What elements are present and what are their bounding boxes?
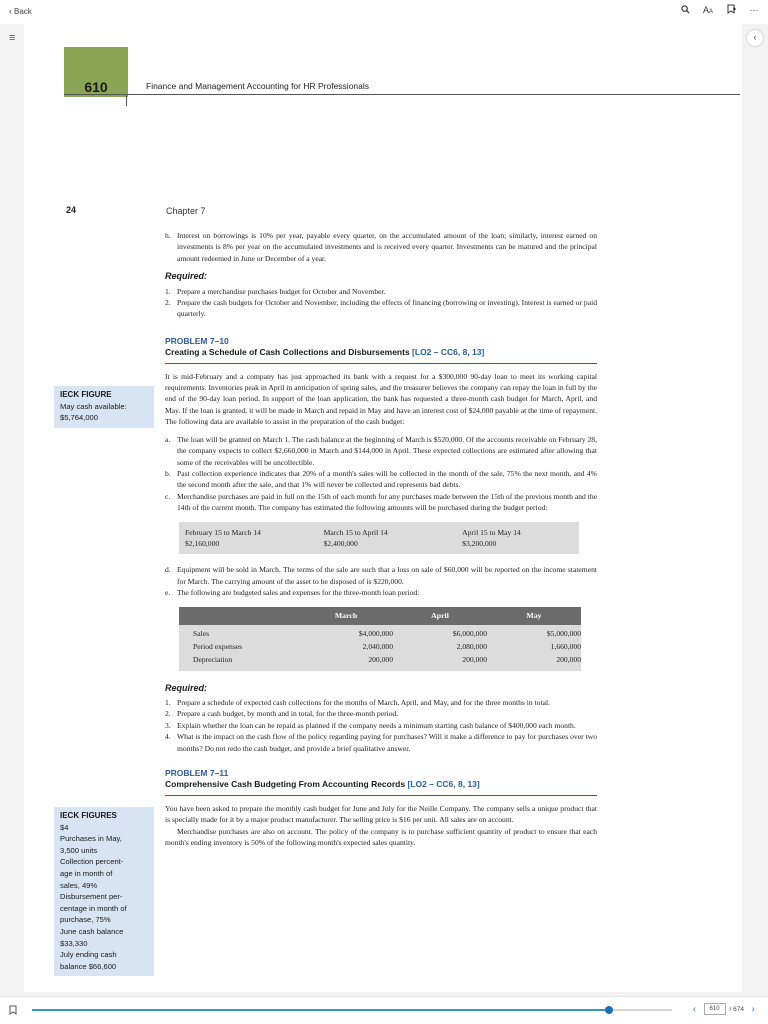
period-cell <box>462 527 573 550</box>
check-figure-line: Purchases in May, <box>60 834 122 844</box>
problem-title-text: Creating a Schedule of Cash Collections and Disbursements <box>165 347 410 358</box>
column-header: May <box>526 610 542 620</box>
list-text: Interest on borrowings is 10% per year, payable every quarter, on the accumulated amount of the loan; similarly, interest earned on investments is 8% per year on the accumulated investments and is received every quarter. Investments can be matured and the principal amount redeemed in June or December of a year. <box>177 231 597 263</box>
problem-underline <box>165 795 597 796</box>
list-marker: 1. <box>165 697 171 707</box>
check-figure-line: June cash balance <box>60 926 124 936</box>
period-label: February 15 to March 14 <box>185 527 261 537</box>
cell: 2,080,000 <box>456 642 487 652</box>
period-cell <box>185 527 324 550</box>
list-item <box>165 230 597 264</box>
check-figure-line: age in month of <box>60 868 113 878</box>
current-page-input[interactable]: 610 <box>704 1003 726 1015</box>
list-item <box>165 434 597 468</box>
header-rule <box>64 94 740 95</box>
list-item <box>165 708 597 719</box>
list-marker: 2. <box>165 709 171 719</box>
list-text: Prepare a schedule of expected cash collections for the months of March, April, and May, and for the three months in total. <box>177 697 550 707</box>
row-label: Sales <box>193 629 210 639</box>
check-figure-box <box>54 386 154 428</box>
check-figure-line: Collection percent- <box>60 857 124 867</box>
progress-fill <box>32 1009 609 1011</box>
period-value: $2,400,000 <box>323 538 358 548</box>
check-figure-line: $4 <box>60 822 69 832</box>
period-value: $2,160,000 <box>185 538 220 548</box>
check-figure-line: Disbursement per- <box>60 892 123 902</box>
header-rule-tick <box>126 94 127 106</box>
list-item <box>165 587 597 598</box>
chevron-left-icon: ‹ <box>9 6 12 16</box>
list-text: Prepare the cash budgets for October and November, including the effects of financing (borrowing or investing). Interest is earned or paid quarterly. <box>177 298 597 319</box>
list-text: Past collection experience indicates that 20% of a month's sales will be collected in the month of the sale, 75% the next month, and 4% the second month after the sale, and that 1% will never be collected and represents bad debts. <box>177 468 597 490</box>
check-figure-line: purchase, 75% <box>60 915 111 925</box>
required-heading: Required: <box>165 682 208 693</box>
menu-icon[interactable]: ≡ <box>9 32 16 44</box>
period-label: March 15 to April 14 <box>323 527 388 537</box>
list-marker: 2. <box>165 298 171 308</box>
period-label: April 15 to May 14 <box>462 527 521 537</box>
collapse-panel-button[interactable] <box>747 30 763 46</box>
cell: $5,000,000 <box>546 629 581 639</box>
list-item <box>165 564 597 587</box>
problem-number: PROBLEM 7–11 <box>165 768 229 778</box>
back-button[interactable] <box>9 6 32 16</box>
list-text: Explain whether the loan can be repaid as planned if the company needs a minimum starting cash balance of $400,000 each month. <box>177 720 576 730</box>
book-page <box>24 24 742 992</box>
table-row <box>179 654 581 667</box>
list-item <box>165 297 597 320</box>
progress-handle[interactable] <box>605 1006 613 1014</box>
cell: $4,000,000 <box>358 629 393 639</box>
total-pages: / 674 <box>729 1005 744 1013</box>
table-row <box>179 641 581 654</box>
cell: 200,000 <box>462 655 487 665</box>
next-page-button[interactable]: › <box>751 1003 755 1015</box>
table-body <box>179 625 581 671</box>
check-figure-line: July ending cash <box>60 950 117 960</box>
page-body <box>165 230 597 848</box>
list-item <box>165 468 597 491</box>
check-figure-line: $33,330 <box>60 938 88 948</box>
list-item <box>165 720 597 731</box>
row-label: Depreciation <box>193 655 233 665</box>
chevron-left-icon: ‹ <box>753 32 757 42</box>
table-header <box>179 607 581 625</box>
text-size-icon[interactable]: AA <box>702 5 714 15</box>
cell: 200,000 <box>368 655 393 665</box>
problem-title-text: Comprehensive Cash Budgeting From Accounting Records <box>165 779 406 790</box>
purchase-periods-table <box>179 522 579 555</box>
list-text: The following are budgeted sales and expenses for the three-month loan period: <box>177 588 420 598</box>
list-marker: 4. <box>165 732 171 742</box>
budget-table <box>179 607 581 671</box>
list-item <box>165 697 597 708</box>
check-figure-line: May cash available: <box>60 401 127 411</box>
list-marker: 1. <box>165 286 171 296</box>
problem-underline <box>165 363 597 364</box>
cell: 200,000 <box>556 655 581 665</box>
inner-page-number: 24 <box>66 205 77 215</box>
problem-paragraph: Merchandise purchases are also on account. The policy of the company is to purchase sufficient quantity of product to ensure that each month's ending inventory is 50% of the following month's expected sales quantity. <box>165 826 597 848</box>
problem-intro: It is mid-February and a company has just approached its bank with a request for a $300,000 90-day loan to meet its working capital requirements. Inventories peak in April in anticipation of spring sales, and the treasurer believes the company can repay the loan in full by the end of the 90-day loan period. In support of the loan application, the bank has requested a three-month cash budget for March, April, and May. If the loan is granted, it will be made in March and repaid in May and have an interest cost of $24,000 payable at the time of repayment. The following data are available to assist in the preparation of the cash budget: <box>165 371 597 427</box>
column-header: April <box>431 610 449 620</box>
table-row <box>179 628 581 641</box>
list-marker: b. <box>165 468 171 478</box>
row-label: Period expenses <box>193 642 243 652</box>
list-item <box>165 286 597 297</box>
list-marker: a. <box>165 434 171 444</box>
list-item <box>165 491 597 514</box>
cell: $6,000,000 <box>452 629 487 639</box>
list-text: Merchandise purchases are paid in full on the 15th of each month for any purchases made between the 15th of the previous month and the 14th of the current month. The company has estimated the following amounts will be purchased during the budget period: <box>177 491 597 513</box>
check-figure-line: sales, 49% <box>60 880 98 890</box>
book-page-number: 610 <box>84 79 108 95</box>
cell: 1,660,000 <box>550 642 581 652</box>
check-figures-box <box>54 807 154 976</box>
list-marker: 3. <box>165 720 171 730</box>
page-navigator <box>690 1003 758 1015</box>
list-text: Prepare a merchandise purchases budget for October and November. <box>177 286 386 296</box>
list-text: What is the impact on the cash flow of the policy regarding paying for purchases? Will it make a difference to pay for purchases over two months? Do not redo the cash budget, and provide a brief qualitative answer. <box>177 732 597 753</box>
bookmark-add-icon[interactable] <box>725 4 737 16</box>
check-figure-line: balance $66,600 <box>60 961 117 971</box>
check-figure-line: centage in month of <box>60 903 127 913</box>
toolbar-actions <box>679 4 760 16</box>
check-figure-title: IECK FIGURE <box>60 390 112 399</box>
list-marker: e. <box>165 588 171 598</box>
more-icon[interactable]: ··· <box>749 5 759 15</box>
learning-objective: [LO2 – CC6, 8, 13] <box>412 347 485 358</box>
list-text: The loan will be granted on March 1. The cash balance at the beginning of March is $520,000. Of the accounts receivable on February 28, the company expects to collect $2,660,000 in March and $144,000 in April. These expected collections are estimated after allowing that some of the receivables will be uncollectible. <box>177 434 597 467</box>
page-progress-slider[interactable] <box>32 1009 672 1011</box>
check-figure-title: IECK FIGURES <box>60 811 117 820</box>
list-marker: d. <box>165 565 171 575</box>
problem-number: PROBLEM 7–10 <box>165 335 229 346</box>
problem-title <box>165 347 597 358</box>
learning-objective: [LO2 – CC6, 8, 13] <box>407 779 480 790</box>
period-cell <box>324 527 463 550</box>
problem-title <box>165 779 597 790</box>
list-text: Prepare a cash budget, by month and in total, for the three-month period. <box>177 709 399 719</box>
period-value: $3,200,000 <box>462 538 497 548</box>
chapter-label: Chapter 7 <box>166 206 206 216</box>
check-figure-line: 3,500 units <box>60 845 98 855</box>
required-heading: Required: <box>165 271 208 282</box>
bookmark-icon[interactable] <box>9 1005 17 1018</box>
search-icon[interactable] <box>679 5 691 16</box>
previous-page-button[interactable]: ‹ <box>692 1003 697 1015</box>
top-toolbar <box>0 0 768 24</box>
check-figure-line: $5,764,000 <box>60 413 99 423</box>
list-marker: h. <box>165 231 171 240</box>
cell: 2,040,000 <box>362 642 393 652</box>
list-text: Equipment will be sold in March. The terms of the sale are such that a loss on sale of $60,000 will be reported on the income statement for March. The carrying amount of the asset to be disposed of is $220,000. <box>177 565 597 586</box>
back-label: Back <box>14 6 32 16</box>
list-item <box>165 731 597 754</box>
book-title: Finance and Management Accounting for HR Professionals <box>146 81 370 91</box>
list-marker: c. <box>165 491 171 501</box>
problem-paragraph: You have been asked to prepare the monthly cash budget for June and July for the Neille Company. The company sells a unique product that is specially made for it by a major product manufacturer. The selling price is $16 per unit. All sales are on account. <box>165 803 597 825</box>
column-header: March <box>334 610 358 620</box>
reader-bottom-bar <box>0 996 768 1024</box>
